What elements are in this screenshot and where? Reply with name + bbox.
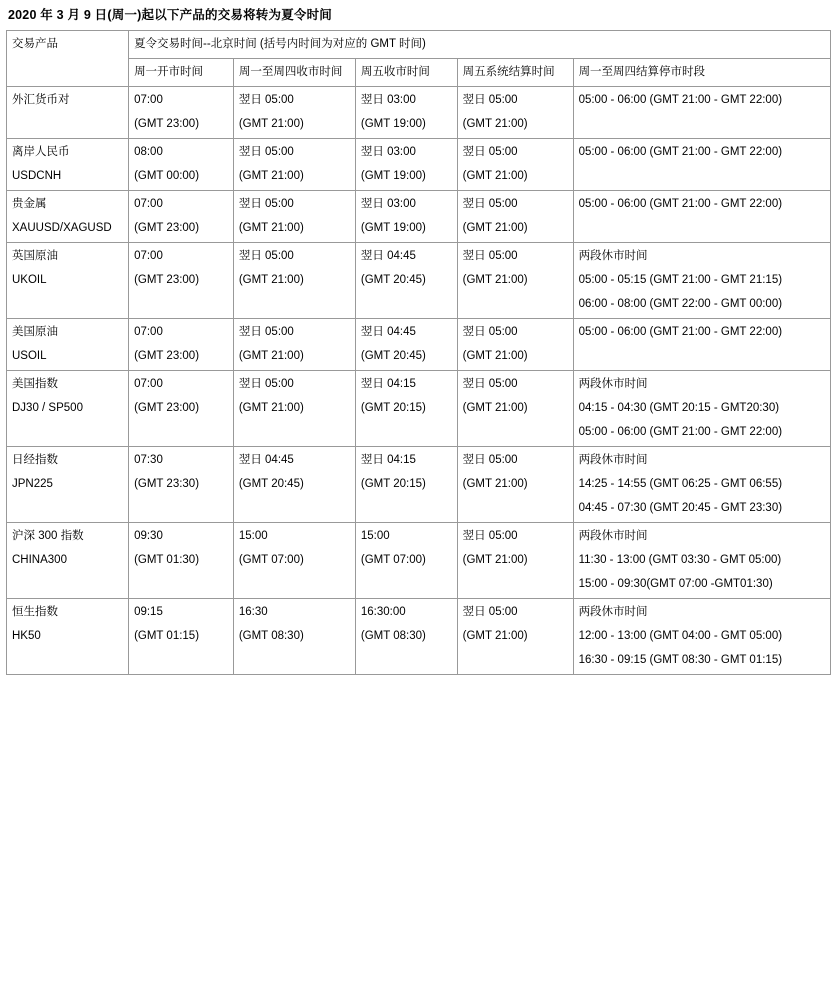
header-product: 交易产品 (7, 31, 129, 87)
table-row (7, 371, 831, 447)
header-friday-close: 周五收市时间 (355, 59, 457, 87)
cell-close: 翌日 04:45 (GMT 20:45) (233, 447, 355, 523)
table-body (7, 31, 831, 675)
cell-open: 08:00 (GMT 00:00) (129, 139, 234, 191)
page-title: 2020 年 3 月 9 日(周一)起以下产品的交易将转为夏令时间 (8, 8, 333, 22)
cell-friday-settle: 翌日 05:00 (GMT 21:00) (457, 371, 573, 447)
cell-friday-close: 翌日 03:00 (GMT 19:00) (355, 139, 457, 191)
cell-open: 07:00 (GMT 23:00) (129, 319, 234, 371)
cell-breaks: 两段休市时间 05:00 - 05:15 (GMT 21:00 - GMT 21:15) 06:00 - 08:00 (GMT 22:00 - GMT 00:00) (573, 243, 830, 319)
cell-close: 翌日 05:00 (GMT 21:00) (233, 243, 355, 319)
cell-product: 美国指数 DJ30 / SP500 (7, 371, 129, 447)
cell-breaks: 05:00 - 06:00 (GMT 21:00 - GMT 22:00) (573, 319, 830, 371)
cell-open: 07:00 (GMT 23:00) (129, 243, 234, 319)
header-close: 周一至周四收市时间 (233, 59, 355, 87)
cell-breaks: 05:00 - 06:00 (GMT 21:00 - GMT 22:00) (573, 139, 830, 191)
cell-product: 英国原油 UKOIL (7, 243, 129, 319)
cell-friday-settle: 翌日 05:00 (GMT 21:00) (457, 139, 573, 191)
cell-open: 09:15 (GMT 01:15) (129, 599, 234, 675)
cell-close: 翌日 05:00 (GMT 21:00) (233, 319, 355, 371)
cell-product: 恒生指数 HK50 (7, 599, 129, 675)
cell-close: 翌日 05:00 (GMT 21:00) (233, 87, 355, 139)
table-row (7, 319, 831, 371)
cell-friday-close: 翌日 04:15 (GMT 20:15) (355, 447, 457, 523)
cell-friday-settle: 翌日 05:00 (GMT 21:00) (457, 319, 573, 371)
cell-breaks: 05:00 - 06:00 (GMT 21:00 - GMT 22:00) (573, 87, 830, 139)
table-row (7, 447, 831, 523)
cell-friday-close: 翌日 04:15 (GMT 20:15) (355, 371, 457, 447)
table-row (7, 243, 831, 319)
cell-product: 外汇货币对 (7, 87, 129, 139)
cell-open: 07:00 (GMT 23:00) (129, 191, 234, 243)
cell-close: 翌日 05:00 (GMT 21:00) (233, 371, 355, 447)
cell-friday-close: 翌日 03:00 (GMT 19:00) (355, 191, 457, 243)
table-header-group-row (7, 31, 831, 59)
cell-close: 翌日 05:00 (GMT 21:00) (233, 191, 355, 243)
cell-product: 日经指数 JPN225 (7, 447, 129, 523)
cell-close: 15:00 (GMT 07:00) (233, 523, 355, 599)
cell-friday-close: 翌日 04:45 (GMT 20:45) (355, 243, 457, 319)
cell-breaks: 05:00 - 06:00 (GMT 21:00 - GMT 22:00) (573, 191, 830, 243)
cell-friday-close: 翌日 04:45 (GMT 20:45) (355, 319, 457, 371)
table-row (7, 87, 831, 139)
cell-friday-settle: 翌日 05:00 (GMT 21:00) (457, 87, 573, 139)
trading-hours-table (6, 30, 831, 675)
cell-breaks: 两段休市时间 14:25 - 14:55 (GMT 06:25 - GMT 06:55) 04:45 - 07:30 (GMT 20:45 - GMT 23:30) (573, 447, 830, 523)
table-row (7, 523, 831, 599)
cell-open: 07:30 (GMT 23:30) (129, 447, 234, 523)
cell-breaks: 两段休市时间 12:00 - 13:00 (GMT 04:00 - GMT 05:00) 16:30 - 09:15 (GMT 08:30 - GMT 01:15) (573, 599, 830, 675)
header-open: 周一开市时间 (129, 59, 234, 87)
table-row (7, 139, 831, 191)
cell-friday-close: 15:00 (GMT 07:00) (355, 523, 457, 599)
cell-product: 贵金属 XAUUSD/XAGUSD (7, 191, 129, 243)
cell-open: 09:30 (GMT 01:30) (129, 523, 234, 599)
cell-open: 07:00 (GMT 23:00) (129, 87, 234, 139)
header-group: 夏令交易时间--北京时间 (括号内时间为对应的 GMT 时间) (129, 31, 831, 59)
cell-open: 07:00 (GMT 23:00) (129, 371, 234, 447)
cell-close: 翌日 05:00 (GMT 21:00) (233, 139, 355, 191)
cell-friday-settle: 翌日 05:00 (GMT 21:00) (457, 243, 573, 319)
header-breaks: 周一至周四结算停市时段 (573, 59, 830, 87)
cell-breaks: 两段休市时间 04:15 - 04:30 (GMT 20:15 - GMT20:30) 05:00 - 06:00 (GMT 21:00 - GMT 22:00) (573, 371, 830, 447)
cell-friday-settle: 翌日 05:00 (GMT 21:00) (457, 523, 573, 599)
cell-breaks: 两段休市时间 11:30 - 13:00 (GMT 03:30 - GMT 05:00) 15:00 - 09:30(GMT 07:00 -GMT01:30) (573, 523, 830, 599)
cell-friday-close: 翌日 03:00 (GMT 19:00) (355, 87, 457, 139)
cell-product: 美国原油 USOIL (7, 319, 129, 371)
table-header-sub-row (7, 59, 831, 87)
header-friday-settle: 周五系统结算时间 (457, 59, 573, 87)
cell-friday-settle: 翌日 05:00 (GMT 21:00) (457, 447, 573, 523)
table-row (7, 191, 831, 243)
cell-friday-close: 16:30:00 (GMT 08:30) (355, 599, 457, 675)
cell-close: 16:30 (GMT 08:30) (233, 599, 355, 675)
cell-product: 离岸人民币 USDCNH (7, 139, 129, 191)
cell-friday-settle: 翌日 05:00 (GMT 21:00) (457, 599, 573, 675)
cell-friday-settle: 翌日 05:00 (GMT 21:00) (457, 191, 573, 243)
cell-product: 沪深 300 指数 CHINA300 (7, 523, 129, 599)
table-row (7, 599, 831, 675)
